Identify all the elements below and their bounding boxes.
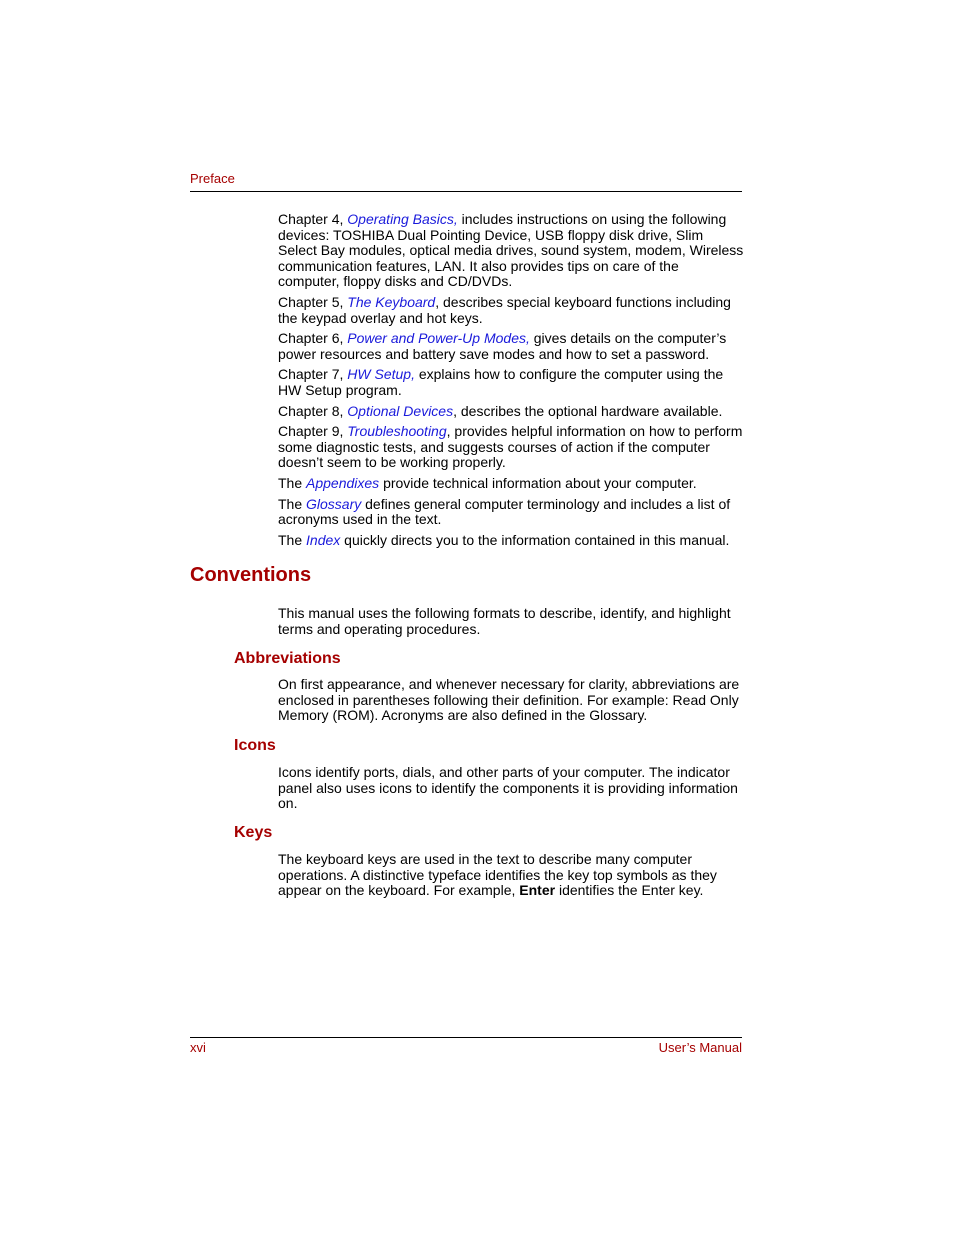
chapter-prefix: Chapter 9, <box>278 423 348 440</box>
chapter-prefix: The <box>278 531 307 548</box>
chapter-link-the-keyboard[interactable]: The Keyboard <box>347 293 436 310</box>
icons-text: Icons identify ports, dials, and other parts of your computer. The indicator panel also uses icons to identify the components it is providing information on. <box>278 764 738 812</box>
manual-title: User’s Manual <box>658 1040 742 1055</box>
icons-heading: Icons <box>234 737 276 754</box>
running-header-section: Preface <box>190 171 235 186</box>
page-number: xvi <box>190 1040 206 1055</box>
chapter-description: , describes the optional hardware available. <box>453 402 723 419</box>
keys-text <box>278 852 744 899</box>
chapter-summary-item <box>278 497 744 528</box>
keys-heading: Keys <box>234 824 273 841</box>
chapter-summary-item <box>278 212 744 290</box>
abbreviations-text: On first appearance, and whenever necessary for clarity, abbreviations are enclosed in parentheses following their definition. For example: Read Only Memory (ROM). Acronyms are also defined in the Glossary. <box>278 676 740 724</box>
chapter-description: , describes special keyboard functions including the keypad overlay and hot keys. <box>278 293 731 326</box>
chapter-link-optional-devices[interactable]: Optional Devices <box>347 402 454 419</box>
chapter-summary-item <box>278 367 744 398</box>
chapter-link-power-modes[interactable]: Power and Power-Up Modes, <box>347 330 530 347</box>
chapter-description: includes instructions on using the following devices: TOSHIBA Dual Pointing Device, USB floppy disk drive, Slim Select Bay modules, optical media drives, sound system, modem, Wireless communication features, LAN. It also provides tips on care of the computer, floppy disks and CD/DVDs. <box>278 211 744 290</box>
header-divider <box>190 191 742 192</box>
abbreviations-heading: Abbreviations <box>234 650 341 667</box>
chapter-prefix: The <box>278 474 307 491</box>
chapter-description: provide technical information about your computer. <box>379 474 697 491</box>
icons-section <box>278 765 744 812</box>
chapter-summary-item <box>278 424 744 471</box>
chapter-prefix: Chapter 6, <box>278 330 348 347</box>
chapter-prefix: Chapter 8, <box>278 402 348 419</box>
chapter-prefix: Chapter 7, <box>278 366 348 383</box>
chapter-link-index[interactable]: Index <box>306 531 341 548</box>
chapter-summary-item <box>278 295 744 326</box>
chapter-link-troubleshooting[interactable]: Troubleshooting <box>347 423 447 440</box>
enter-key-name: Enter <box>519 882 556 899</box>
keys-section <box>278 852 744 899</box>
chapter-summary-item <box>278 476 744 492</box>
keys-text-after: identifies the Enter key. <box>555 882 704 899</box>
chapter-link-operating-basics[interactable]: Operating Basics, <box>347 211 458 227</box>
chapter-prefix: The <box>278 495 307 512</box>
chapter-link-appendixes[interactable]: Appendixes <box>306 474 380 491</box>
keys-text-before: The keyboard keys are used in the text to describe many computer operations. A distinctive typeface identifies the key top symbols as they appear on the keyboard. For example, <box>278 851 717 899</box>
chapter-description: explains how to configure the computer using the HW Setup program. <box>278 366 724 398</box>
chapter-prefix: Chapter 4, <box>278 211 348 227</box>
chapter-description: quickly directs you to the information contained in this manual. <box>340 531 730 548</box>
chapter-description: , provides helpful information on how to perform some diagnostic tests, and suggests courses of action if the computer doesn’t seem to be working properly. <box>278 423 743 471</box>
chapter-summary-item <box>278 331 744 362</box>
chapter-prefix: Chapter 5, <box>278 293 348 310</box>
conventions-intro-text: This manual uses the following formats to describe, identify, and highlight terms and operating procedures. <box>278 605 731 637</box>
conventions-heading: Conventions <box>190 564 312 586</box>
chapter-link-glossary[interactable]: Glossary <box>306 495 362 512</box>
chapter-description: gives details on the computer’s power resources and battery save modes and how to set a password. <box>278 330 727 362</box>
chapter-summary-item <box>278 404 744 420</box>
chapter-summary-list <box>278 212 744 548</box>
chapter-description: defines general computer terminology and includes a list of acronyms used in the text. <box>278 495 731 528</box>
conventions-intro <box>278 606 744 637</box>
footer-divider <box>190 1037 742 1038</box>
abbreviations-section <box>278 677 744 724</box>
chapter-summary-item <box>278 533 744 549</box>
chapter-link-hw-setup[interactable]: HW Setup, <box>347 366 415 383</box>
